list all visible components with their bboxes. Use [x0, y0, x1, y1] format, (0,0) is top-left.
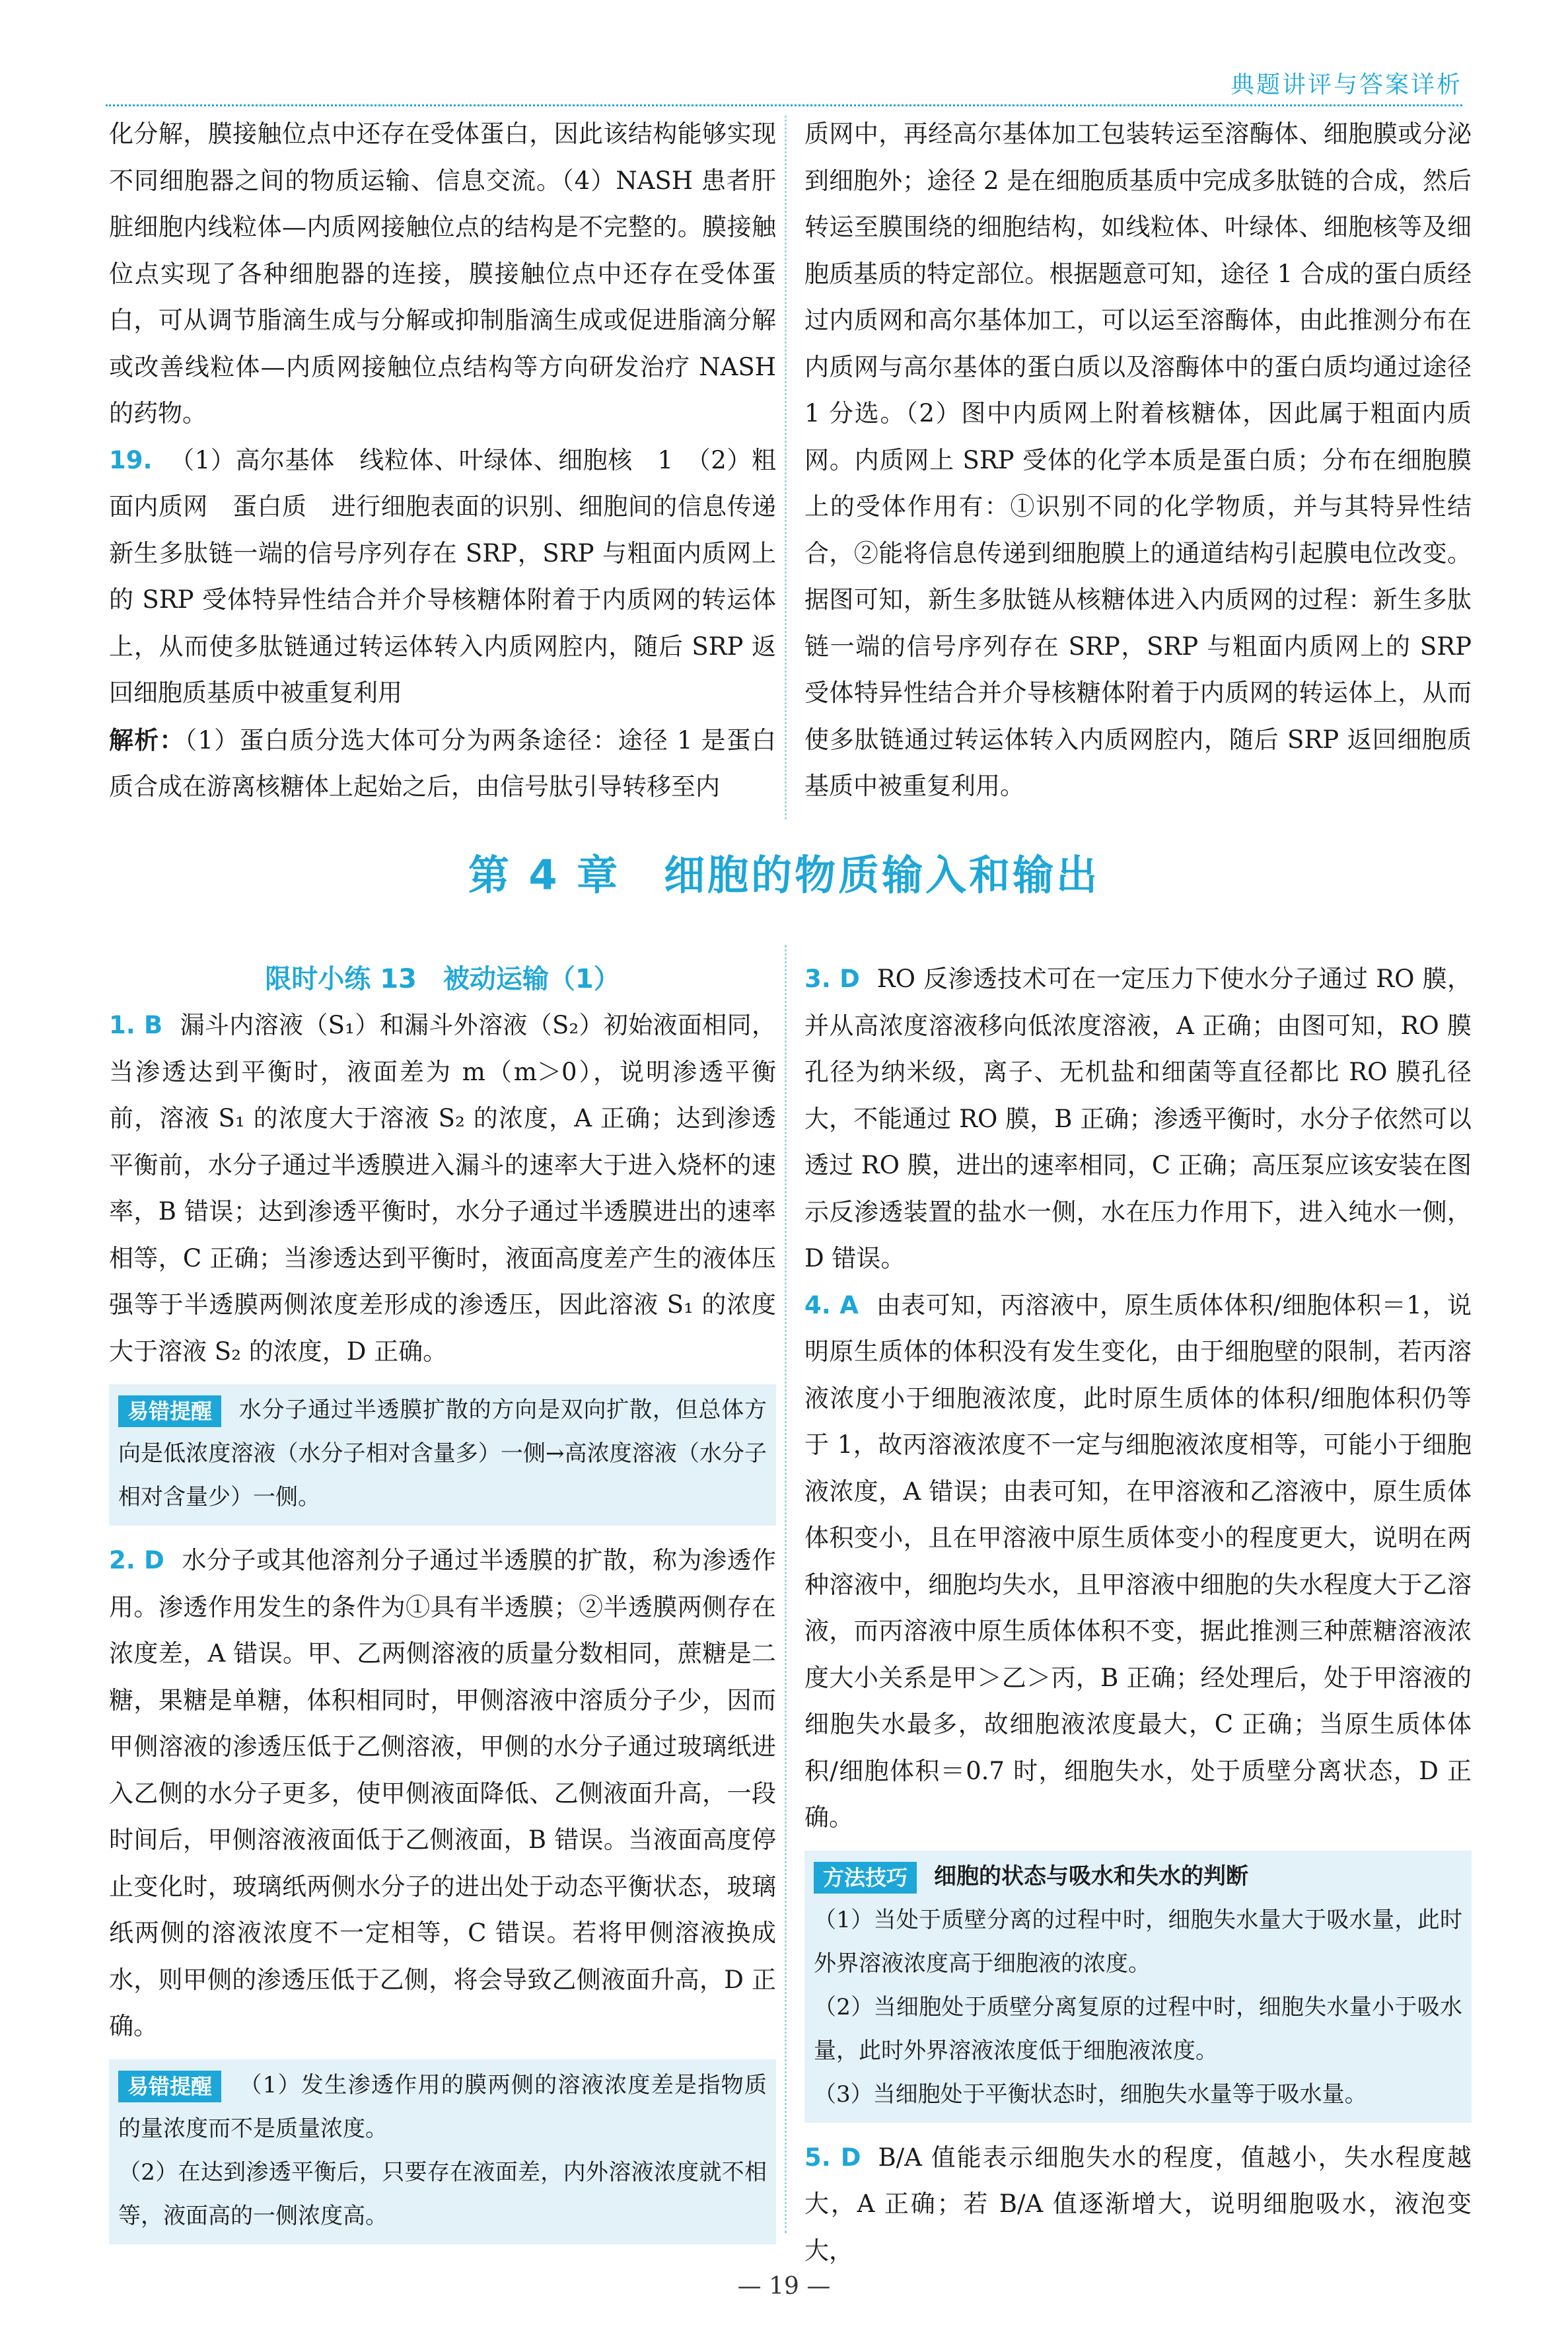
- q19-analysis-continued: 质网中，再经高尔基体加工包装转运至溶酶体、细胞膜或分泌到细胞外；途径 2 是在细胞质基质中完成多肽链的合成，然后转运至膜围绕的细胞结构，如线粒体、叶绿体、细胞核等及细胞质基质的特定部位。根据题意可知，途径 1 合成的蛋白质经过内质网和高尔基体加工，可以运至溶酶体，由此推测分布在内质网与高尔基体的蛋白质以及溶酶体中的蛋白质均通过途径 1 分选。（2）图中内质网上附着核糖体，因此属于粗面内质网。内质网上 SRP 受体的化学本质是蛋白质；分布在细胞膜上的受体作用有：①识别不同的化学物质，并与其特异性结合，②能将信息传递到细胞膜上的通道结构引起膜电位改变。据图可知，新生多肽链从核糖体进入内质网的过程：新生多肽链一端的信号序列存在 SRP，SRP 与粗面内质网上的 SRP 受体特异性结合并介导核糖体附着于内质网的转运体上，从而使多肽链通过转运体转入内质网腔内，随后 SRP 返回细胞质基质中被重复利用。: [804, 120, 1472, 800]
- tip-line: （3）当细胞处于平衡状态时，细胞失水量等于吸水量。: [814, 2081, 1367, 2108]
- bottom-right-column: [804, 956, 1472, 2274]
- tip-tag: 易错提醒: [118, 2071, 221, 2102]
- tip-text: （1）发生渗透作用的膜两侧的溶液浓度差是指物质的量浓度而不是质量浓度。: [118, 2071, 767, 2142]
- tip-box-1: [109, 1384, 776, 1526]
- q5-number: 5. D: [804, 2143, 861, 2172]
- page-number: — 19 —: [737, 2273, 831, 2300]
- q3-number: 3. D: [804, 965, 860, 993]
- q18-continuation: 化分解，膜接触位点中还存在受体蛋白，因此该结构能够实现不同细胞器之间的物质运输、信息交流。（4）NASH 患者肝脏细胞内线粒体—内质网接触位点的结构是不完整的。膜接触位点实现了各种细胞器的连接，膜接触位点中还存在受体蛋白，可从调节脂滴生成与分解或抑制脂滴生成或促进脂滴分解或改善线粒体—内质网接触位点结构等方向研发治疗 NASH 的药物。: [109, 120, 776, 427]
- tip-line: [118, 2063, 767, 2151]
- tip-line: （2）当细胞处于质壁分离复原的过程中时，细胞失水量小于吸水量，此时外界溶液浓度低于细胞液浓度。: [814, 1993, 1462, 2064]
- q19-analysis: [109, 717, 776, 811]
- tip-line: （2）在达到渗透平衡后，只要存在液面差，内外溶液浓度就不相等，液面高的一侧浓度高。: [118, 2159, 767, 2229]
- q19-number: 19.: [109, 445, 153, 474]
- q19-analysis-text: （1）蛋白质分选大体可分为两条途径：途径 1 是蛋白质合成在游离核糖体上起始之后，由信号肽引导转移至内: [109, 725, 776, 801]
- header-title: 典题讲评与答案详析: [1230, 71, 1462, 98]
- q4-number: 4. A: [804, 1290, 859, 1319]
- tip-box-3: [804, 1851, 1472, 2123]
- top-left-column: [109, 111, 801, 811]
- q2-answer: [109, 1537, 776, 2050]
- q19-answer: [109, 437, 801, 717]
- q5-answer: [804, 2135, 1472, 2275]
- q3-answer: [804, 956, 1472, 1282]
- q1-answer: [109, 1002, 776, 1375]
- tip-heading: 细胞的状态与吸水和失水的判断: [934, 1863, 1249, 1890]
- tip-line: （1）当处于质壁分离的过程中时，细胞失水量大于吸水量，此时外界溶液浓度高于细胞液的浓度。: [814, 1906, 1462, 1977]
- column-divider-top: [785, 116, 787, 819]
- chapter-title: 第 4 章 细胞的物质输入和输出: [468, 851, 1100, 899]
- q3-text: RO 反渗透技术可在一定压力下使水分子通过 RO 膜，并从高浓度溶液移向低浓度溶液，A 正确；由图可知，RO 膜孔径为纳米级，离子、无机盐和细菌等直径都比 RO 膜孔径大，不能通过 RO 膜，B 正确；渗透平衡时，水分子依然可以透过 RO 膜，进出的速率相同，C 正确；高压泵应该安装在图示反渗透装置的盐水一侧，水在压力作用下，进入纯水一侧，D 错误。: [804, 965, 1472, 1273]
- q4-text: 由表可知，丙溶液中，原生质体体积/细胞体积＝1，说明原生质体的体积没有发生变化，由于细胞壁的限制，若丙溶液浓度小于细胞液浓度，此时原生质体的体积/细胞体积仍等于 1，故丙溶液浓度不一定与细胞液浓度相等，可能小于细胞液浓度，A 错误；由表可知，在甲溶液和乙溶液中，原生质体体积变小，且在甲溶液中原生质体变小的程度更大，说明在两种溶液中，细胞均失水，且甲溶液中细胞的失水程度大于乙溶液，而丙溶液中原生质体体积不变，据此推测三种蔗糖溶液浓度大小关系是甲＞乙＞丙，B 正确；经处理后，处于甲溶液的细胞失水最多，故细胞液浓度最大，C 正确；当原生质体体积/细胞体积＝0.7 时，细胞失水，处于质壁分离状态，D 正确。: [804, 1290, 1472, 1831]
- q4-answer: [804, 1282, 1472, 1841]
- column-divider-bottom: [785, 945, 787, 2233]
- tip-tag: 方法技巧: [814, 1862, 917, 1894]
- bottom-left-column: [109, 956, 776, 2256]
- section-title: 限时小练 13 被动运输（1）: [265, 964, 620, 994]
- tip-text: 水分子通过半透膜扩散的方向是双向扩散，但总体方向是低浓度溶液（水分子相对含量多）一侧→高浓度溶液（水分子相对含量少）一侧。: [118, 1397, 767, 1510]
- tip-box-2: [109, 2059, 776, 2244]
- analysis-label: 解析：: [109, 725, 185, 755]
- top-right-column: [804, 111, 1472, 810]
- tip-header: [814, 1855, 1462, 1898]
- header-divider: [106, 104, 1462, 106]
- q2-text: 水分子或其他溶剂分子通过半透膜的扩散，称为渗透作用。渗透作用发生的条件为①具有半透膜；②半透膜两侧存在浓度差，A 错误。甲、乙两侧溶液的质量分数相同，蔗糖是二糖，果糖是单糖，体积相同时，甲侧溶液中溶质分子少，因而甲侧溶液的渗透压低于乙侧溶液，甲侧的水分子通过玻璃纸进入乙侧的水分子更多，使甲侧液面降低、乙侧液面升高，一段时间后，甲侧溶液液面低于乙侧液面，B 错误。当液面高度停止变化时，玻璃纸两侧水分子的进出处于动态平衡状态，玻璃纸两侧的溶液浓度不一定相等，C 错误。若将甲侧溶液换成水，则甲侧的渗透压低于乙侧，将会导致乙侧液面升高，D 正确。: [109, 1546, 776, 2040]
- tip-tag: 易错提醒: [118, 1395, 221, 1427]
- q1-text: 漏斗内溶液（S₁）和漏斗外溶液（S₂）初始液面相同，当渗透达到平衡时，液面差为 m（m＞0），说明渗透平衡前，溶液 S₁ 的浓度大于溶液 S₂ 的浓度，A 正确；达到渗透平衡前，水分子通过半透膜进入漏斗的速率大于进入烧杯的速率，B 错误；达到渗透平衡时，水分子通过半透膜进出的速率相等，C 正确；当渗透达到平衡时，液面高度差产生的液体压强等于半透膜两侧浓度差形成的渗透压，因此溶液 S₁ 的浓度大于溶液 S₂ 的浓度，D 正确。: [109, 1011, 776, 1366]
- q5-text: B/A 值能表示细胞失水的程度，值越小，失水程度越大，A 正确；若 B/A 值逐渐增大，说明细胞吸水，液泡变大，: [804, 2143, 1472, 2265]
- q2-number: 2. D: [109, 1546, 164, 1574]
- q1-number: 1. B: [109, 1011, 163, 1039]
- q19-answer-text: （1）高尔基体 线粒体、叶绿体、细胞核 1 （2）粗面内质网 蛋白质 进行细胞表面的识别、细胞间的信息传递 新生多肽链一端的信号序列存在 SRP，SRP 与粗面内质网上的 SRP 受体特异性结合并介导核糖体附着于内质网的转运体上，从而使多肽链通过转运体转入内质网腔内，随后 SRP 返回细胞质基质中被重复利用: [109, 445, 801, 707]
